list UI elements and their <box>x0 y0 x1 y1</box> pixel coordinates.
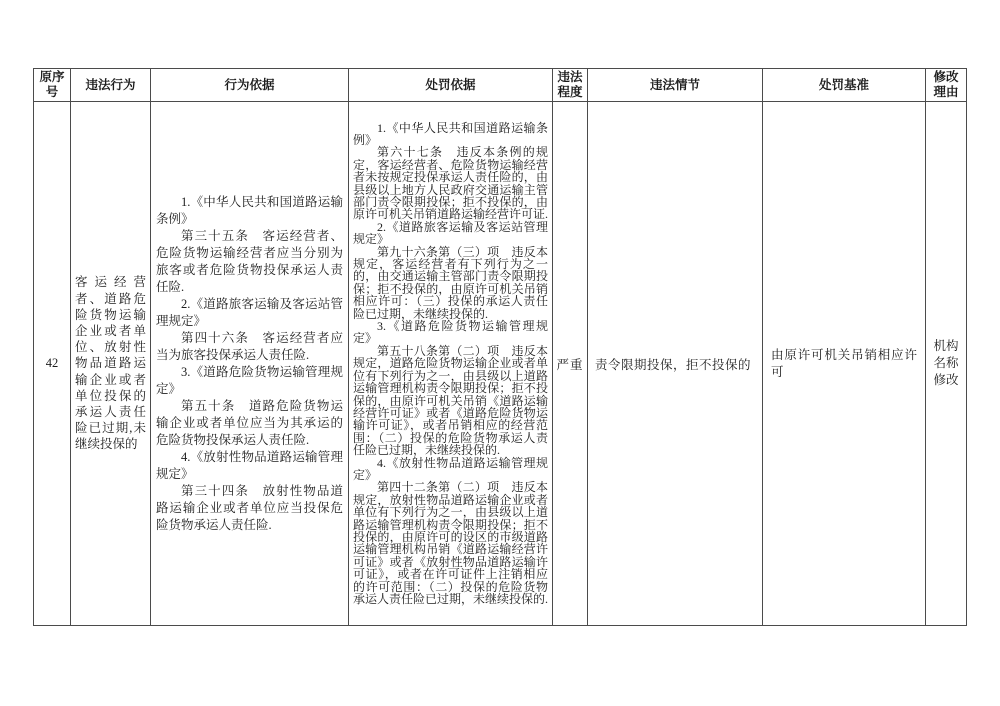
header-violation-degree: 违法程度 <box>553 69 588 102</box>
penalty-basis-paragraph: 3.《道路危险货物运输管理规定》 <box>353 319 548 346</box>
header-original-no: 原序号 <box>34 69 71 102</box>
regulation-table <box>33 68 967 626</box>
penalty-basis-paragraph: 第五十八条第（二）项 违反本规定，道路危险货物运输企业或者单位有下列行为之一，由县级以上道路运输管理机构责令限期投保；拒不投保的，由原许可机关吊销《道路运输经营许可证》或者《道路危险货物运输许可证》，或者吊销相应的经营范围：（二）投保的危险货物承运人责任险已过期，未继续投保的. <box>353 343 548 458</box>
penalty-basis-paragraph: 第九十六条第（三）项 违反本规定，客运经营者有下列行为之一的，由交通运输主管部门责令限期投保；拒不投保的，由原许可机关吊销相应许可：（三）投保的承运人责任险已过期，未继续投保的. <box>353 244 548 321</box>
header-penalty-benchmark: 处罚基准 <box>763 69 926 102</box>
header-penalty-basis: 处罚依据 <box>349 69 553 102</box>
cell-original-no: 42 <box>34 102 71 626</box>
penalty-basis-paragraph: 2.《道路旅客运输及客运站管理规定》 <box>353 219 548 247</box>
table-header-row <box>34 69 967 102</box>
cell-violation-circumstance: 责令限期投保，拒不投保的 <box>588 102 763 626</box>
cell-act-basis <box>151 102 349 626</box>
act-basis-paragraph: 第五十条 道路危险货物运输企业或者单位应当为其承运的危险货物投保承运人责任险. <box>156 398 343 447</box>
header-violation-circumstance: 违法情节 <box>588 69 763 102</box>
act-basis-paragraph: 第四十六条 客运经营者应当为旅客投保承运人责任险. <box>156 330 343 362</box>
penalty-basis-paragraph: 4.《放射性物品道路运输管理规定》 <box>353 455 548 482</box>
table-row <box>34 102 967 626</box>
cell-penalty-basis <box>349 102 553 626</box>
header-modification-reason: 修改理由 <box>926 69 967 102</box>
cell-violation-degree: 严重 <box>553 102 588 626</box>
penalty-basis-paragraph: 第六十七条 违反本条例的规定，客运经营者、危险货物运输经营者未按规定投保承运人责任险的，由县级以上地方人民政府交通运输主管部门责令限期投保；拒不投保的，由原许可机关吊销道路运输经营许可证. <box>353 145 549 222</box>
act-basis-paragraph: 2.《道路旅客运输及客运站管理规定》 <box>156 296 343 328</box>
penalty-basis-paragraph: 1.《中华人民共和国道路运输条例》 <box>353 120 548 147</box>
header-violation: 违法行为 <box>71 69 151 102</box>
act-basis-paragraph: 4.《放射性物品道路运输管理规定》 <box>156 449 343 481</box>
penalty-basis-paragraph: 第四十二条第（二）项 违反本规定，放射性物品道路运输企业或者单位有下列行为之一，由县级以上道路运输管理机构责令限期投保；拒不投保的，由原许可的设区的市级道路运输管理机构吊销《道路运输经营许可证》或者《放射性物品道路运输许可证》，或者在许可证件上注销相应的许可范围：（二）投保的危险货物承运人责任险已过期，未继续投保的. <box>353 480 549 607</box>
act-basis-paragraph: 第三十五条 客运经营者、危险货物运输经营者应当分别为旅客或者危险货物投保承运人责任险. <box>156 228 343 294</box>
header-act-basis: 行为依据 <box>151 69 349 102</box>
cell-penalty-benchmark: 由原许可机关吊销相应许可 <box>763 102 926 626</box>
act-basis-paragraph: 3.《道路危险货物运输管理规定》 <box>156 364 343 396</box>
act-basis-paragraph: 第三十四条 放射性物品道路运输企业或者单位应当投保危险货物承运人责任险. <box>156 483 343 532</box>
cell-violation: 客运经营者、道路危险货物运输企业或者单位、放射性物品道路运输企业或者单位投保的承运人责任险已过期,未继续投保的 <box>71 102 151 626</box>
cell-modification-reason: 机构名称修改 <box>926 102 967 626</box>
act-basis-paragraph: 1.《中华人民共和国道路运输条例》 <box>156 194 343 226</box>
